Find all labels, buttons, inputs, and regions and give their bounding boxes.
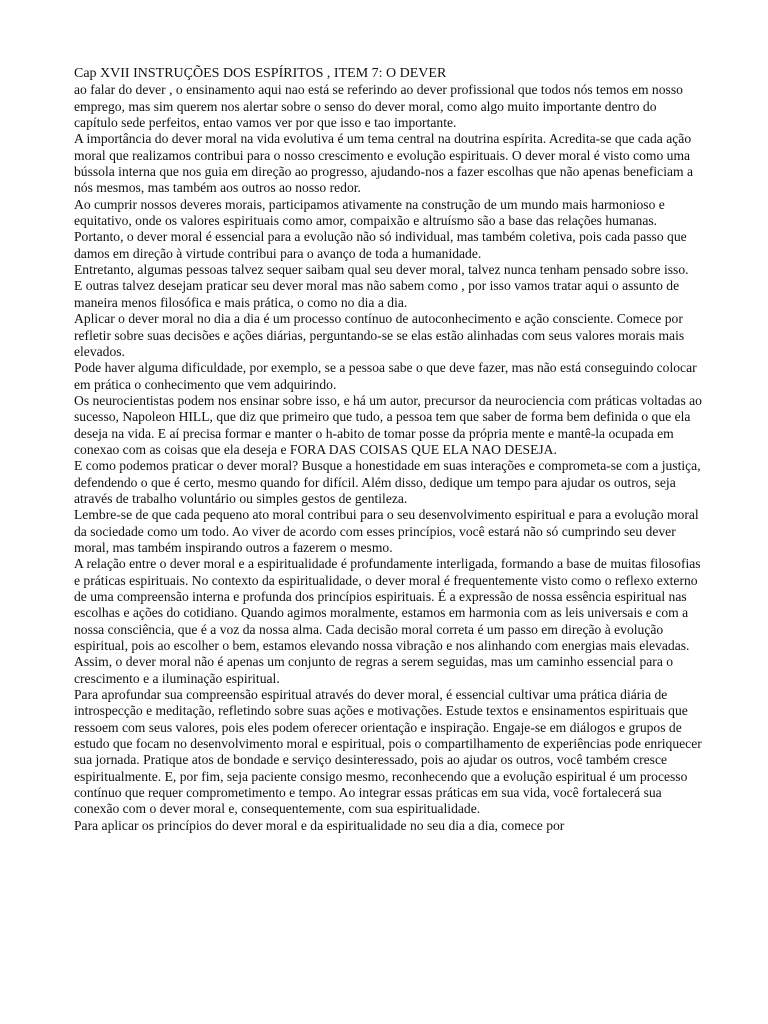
paragraph: Para aprofundar sua compreensão espiritual através do dever moral, é essencial cultivar uma prática diária de introspecção e meditação, refletindo sobre suas ações e motivações. Estude textos e ensinamentos espirituais que ressoem com seus valores, pois eles podem oferecer orientação e inspiração. Engaje-se em diálogos e grupos de estudo que focam no desenvolvimento moral e espiritual, pois o compartilhamento de experiências pode enriquecer sua jornada. Pratique atos de bondade e serviço desinteressado, pois ao ajudar os outros, você também cresce espiritualmente. E, por fim, seja paciente consigo mesmo, reconhecendo que a evolução espiritual é um processo contínuo que requer comprometimento e tempo. Ao integrar essas práticas em sua vida, você fortalecerá sua conexão com o dever moral e, consequentemente, com sua espiritualidade. [74, 687, 702, 817]
paragraph: E como podemos praticar o dever moral? Busque a honestidade em suas interações e comprometa-se com a justiça, defendendo o que é certo, mesmo quando for difícil. Além disso, dedique um tempo para ajudar os outros, seja através de trabalho voluntário ou simples gestos de gentileza. [74, 458, 701, 506]
paragraph: E outras talvez desejam praticar seu dever moral mas não sabem como , por isso vamos tratar aqui o assunto de maneira menos filosófica e mais prática, o como no dia a dia. [74, 278, 680, 310]
paragraph: A importância do dever moral na vida evolutiva é um tema central na doutrina espírita. Acredita-se que cada ação moral que realizamos contribui para o nosso crescimento e evolução espirituais. O dever moral é visto como uma bússola interna que nos guia em direção ao progresso, ajudando-nos a fazer escolhas que não apenas beneficiam a nós mesmos, mas também aos outros ao nosso redor. [74, 131, 694, 196]
document-title: Cap XVII INSTRUÇÕES DOS ESPÍRITOS , ITEM 7: O DEVER [74, 66, 447, 81]
paragraph: ao falar do dever , o ensinamento aqui nao está se referindo ao dever profissional que todos nós temos em nosso emprego, mas sim querem nos alertar sobre o senso do dever moral, como algo muito importante dentro do capítulo sede perfeitos, entao vamos ver por que isso e tao importante. [74, 82, 683, 131]
paragraph: Entretanto, algumas pessoas talvez sequer saibam qual seu dever moral, talvez nunca tenham pensado sobre isso. [74, 262, 689, 278]
paragraph: Pode haver alguma dificuldade, por exemplo, se a pessoa sabe o que deve fazer, mas não está conseguindo colocar em prática o conhecimento que vem adquirindo. [74, 360, 697, 392]
paragraph: Lembre-se de que cada pequeno ato moral contribui para o seu desenvolvimento espiritual e para a evolução moral da sociedade como um todo. Ao viver de acordo com esses princípios, você estará não só cumprindo seu dever moral, mas também inspirando outros a fazerem o mesmo. [74, 507, 699, 555]
paragraph: Aplicar o dever moral no dia a dia é um processo contínuo de autoconhecimento e ação consciente. Comece por refletir sobre suas decisões e ações diárias, perguntando-se se elas estão alinhadas com seus valores morais mais elevados. [74, 311, 685, 359]
paragraph: A relação entre o dever moral e a espiritualidade é profundamente interligada, formando a base de muitas filosofias e práticas espirituais. No contexto da espiritualidade, o dever moral é frequentemente visto como o reflexo externo de uma compreensão interna e profunda dos princípios espirituais. É a expressão de nossa essência espiritual nas escolhas e ações do cotidiano. Quando agimos moralmente, estamos em harmonia com as leis universais e com a nossa consciência, que é a voz da nossa alma. Cada decisão moral correta é um passo em direção à evolução espiritual, pois ao escolher o bem, estamos elevando nossa vibração e nos alinhando com energias mais elevadas. Assim, o dever moral não é apenas um conjunto de regras a serem seguidas, mas um caminho essencial para o crescimento e a iluminação espiritual. [74, 556, 701, 686]
paragraph: Para aplicar os princípios do dever moral e da espiritualidade no seu dia a dia, comece por [74, 817, 565, 833]
paragraph: Os neurocientistas podem nos ensinar sobre isso, e há um autor, precursor da neurociencia com práticas voltadas ao sucesso, Napoleon HILL, que diz que primeiro que tudo, a pessoa tem que saber de forma bem definida o que ela deseja na vida. E aí precisa formar e manter o h-abito de tomar posse da própria mente e mantê-la ocupada em conexao com as coisas que ela deseja e FORA DAS COISAS QUE ELA NAO DESEJA. [74, 392, 702, 457]
document-page [74, 66, 702, 834]
paragraph: Ao cumprir nossos deveres morais, participamos ativamente na construção de um mundo mais harmonioso e equitativo, onde os valores espirituais como amor, compaixão e altruísmo são a base das relações humanas. Portanto, o dever moral é essencial para a evolução não só individual, mas também coletiva, pois cada passo que damos em direção à virtude contribui para o avanço de toda a humanidade. [74, 196, 687, 261]
